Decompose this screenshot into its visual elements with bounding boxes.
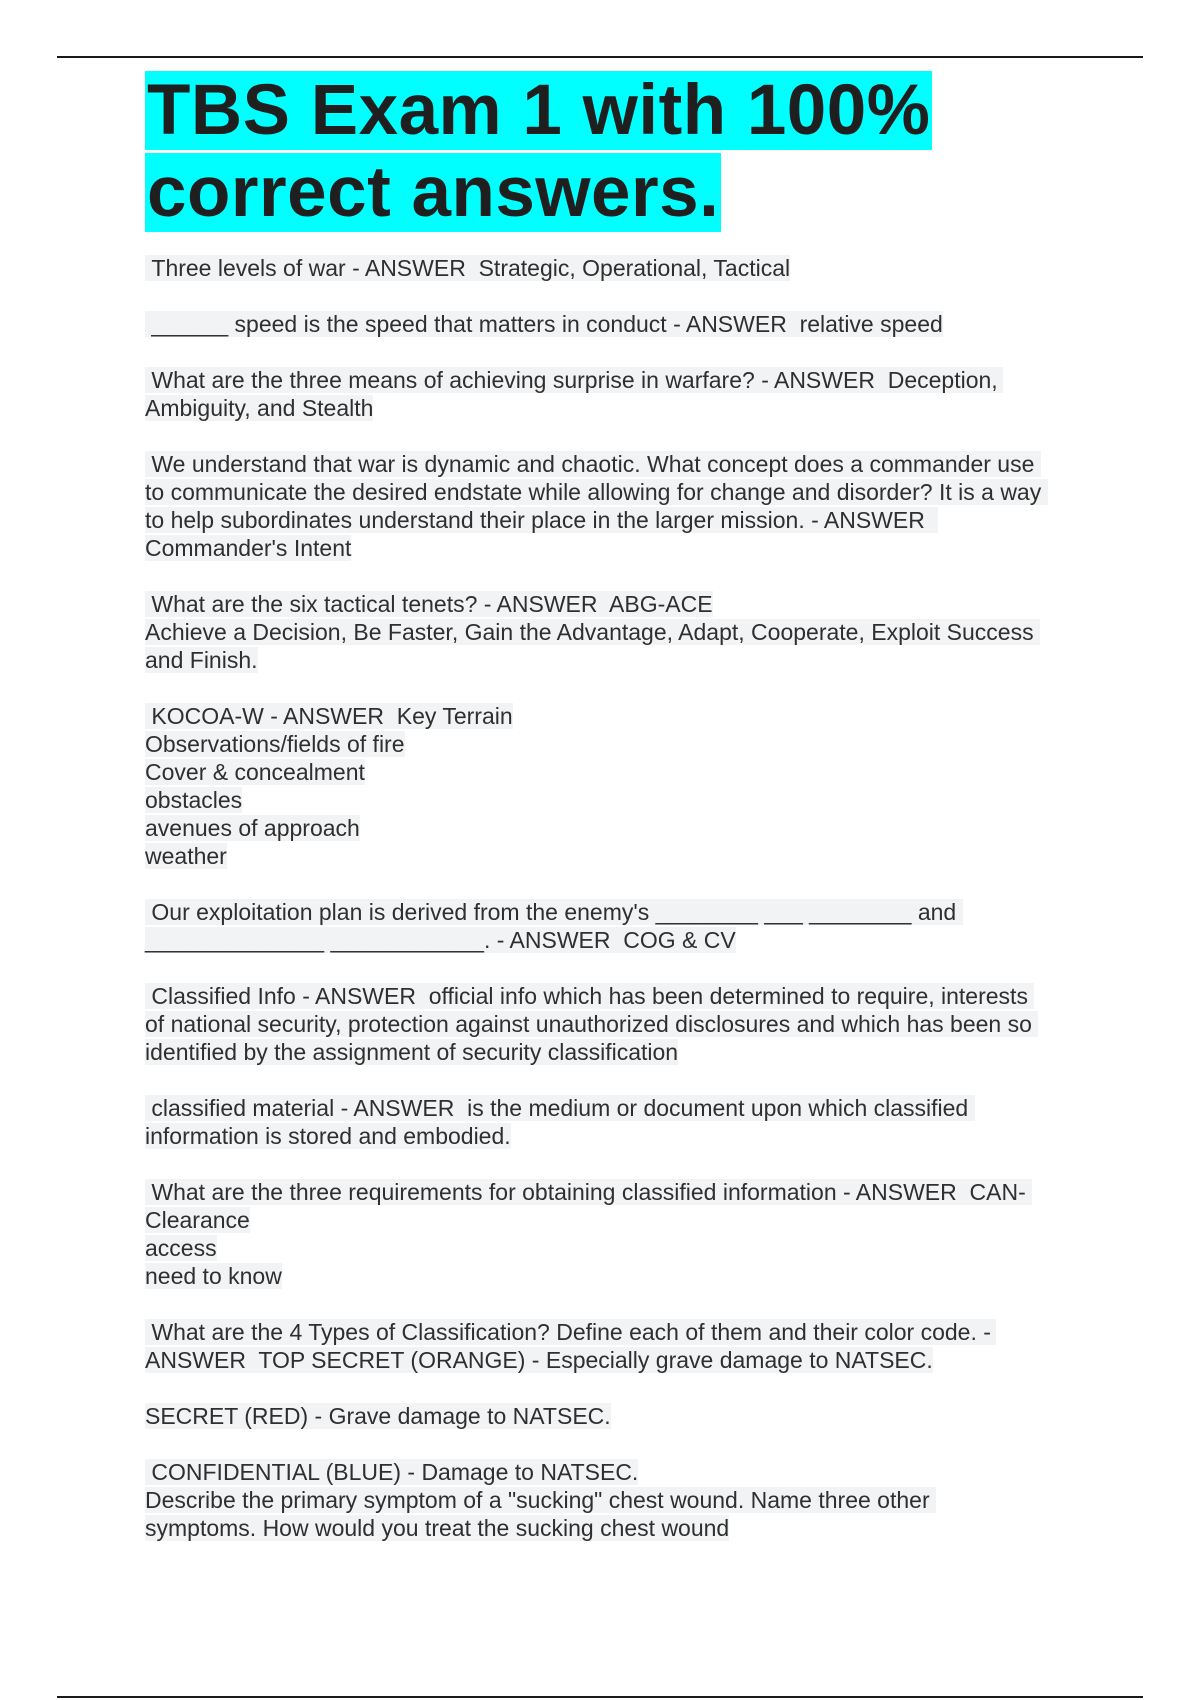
qa-text: What are the 4 Types of Classification? Define each of them and their color code. - ANSWER TOP SECRET (ORANGE) - Especially grave damage to NATSEC. <box>145 1319 997 1373</box>
qa-item <box>145 1178 1045 1290</box>
qa-item <box>145 1318 1045 1374</box>
qa-text: What are the three means of achieving surprise in warfare? - ANSWER Deception, Ambiguity, and Stealth <box>145 367 1003 421</box>
qa-item <box>145 590 1045 674</box>
document-title <box>145 70 1045 234</box>
qa-text: SECRET (RED) - Grave damage to NATSEC. <box>145 1403 611 1429</box>
top-rule <box>57 56 1143 58</box>
qa-item <box>145 310 1045 338</box>
title-highlight: TBS Exam 1 with 100% correct answers. <box>147 71 931 232</box>
qa-text: What are the three requirements for obtaining classified information - ANSWER CAN- Clearance access need to know <box>145 1179 1032 1289</box>
qa-item <box>145 366 1045 422</box>
qa-item <box>145 898 1045 954</box>
qa-text: ______ speed is the speed that matters in conduct - ANSWER relative speed <box>145 311 943 337</box>
qa-item <box>145 982 1045 1066</box>
qa-text: Three levels of war - ANSWER Strategic, Operational, Tactical <box>145 255 791 281</box>
qa-text: What are the six tactical tenets? - ANSWER ABG-ACE Achieve a Decision, Be Faster, Gain the Advantage, Adapt, Cooperate, Exploit Success and Finish. <box>145 591 1040 673</box>
qa-list <box>145 254 1048 1542</box>
qa-text: classified material - ANSWER is the medium or document upon which classified information is stored and embodied. <box>145 1095 975 1149</box>
qa-item <box>145 1094 1045 1150</box>
qa-text: CONFIDENTIAL (BLUE) - Damage to NATSEC. Describe the primary symptom of a "sucking" chest wound. Name three other symptoms. How would you treat the sucking chest wound <box>145 1459 936 1541</box>
qa-item <box>145 450 1048 562</box>
qa-text: Classified Info - ANSWER official info which has been determined to require, interests of national security, protection against unauthorized disclosures and which has been so identified by the assignment of security classification <box>145 983 1039 1065</box>
document-body <box>145 70 1048 1542</box>
qa-item <box>145 1458 1045 1542</box>
qa-item <box>145 702 1045 870</box>
bottom-rule <box>57 1696 1143 1698</box>
qa-text: Our exploitation plan is derived from the enemy's ________ ___ ________ and ______________ ____________. - ANSWER COG & CV <box>145 899 963 953</box>
qa-text: We understand that war is dynamic and chaotic. What concept does a commander use to communicate the desired endstate while allowing for change and disorder? It is a way to help subordinates understand their place in the larger mission. - ANSWER Commander's Intent <box>145 451 1048 561</box>
qa-item <box>145 254 1045 282</box>
qa-item <box>145 1402 1045 1430</box>
qa-text: KOCOA-W - ANSWER Key Terrain Observations/fields of fire Cover & concealment obstacles avenues of approach weather <box>145 703 513 869</box>
